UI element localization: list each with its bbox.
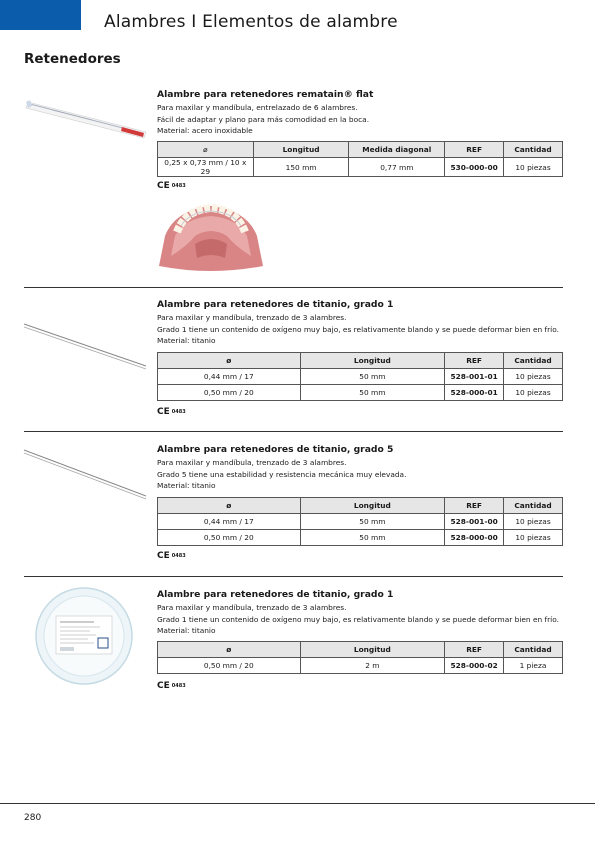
ref-cell: 528-001-00 <box>445 514 504 530</box>
ce-mark <box>157 681 186 691</box>
product-4-line-2: Grado 1 tiene un contenido de oxígeno muy bajo, es relativamente blando y se puede deformar bien en frío. <box>157 614 559 624</box>
col-header: Cantidad <box>504 498 563 514</box>
ce-icon: CE <box>157 551 170 561</box>
table-header-row <box>158 353 563 369</box>
product-4-info <box>157 589 563 637</box>
ce-mark <box>157 551 186 561</box>
table-row <box>158 658 563 674</box>
titanium-wire-grade-1-image <box>22 320 148 372</box>
product-2-name: Alambre para retenedores de titanio, grado 1 <box>157 299 394 310</box>
product-4-line-3: Material: titanio <box>157 626 216 635</box>
table-cell: 2 m <box>300 658 445 674</box>
ce-number: 0483 <box>171 683 186 689</box>
product-2-line-2: Grado 1 tiene un contenido de oxígeno muy bajo, es relativamente blando y se puede deformar bien en frío. <box>157 324 559 334</box>
table-cell: 10 piezas <box>504 514 563 530</box>
col-header: REF <box>445 142 504 158</box>
footer-divider <box>0 803 595 804</box>
col-header: Cantidad <box>504 642 563 658</box>
table-cell: 0,25 x 0,73 mm / 10 x 29 <box>158 158 254 177</box>
col-header: Longitud <box>253 142 349 158</box>
table-cell: 10 piezas <box>504 158 563 177</box>
product-1-table <box>157 141 563 177</box>
wire-spool-image <box>34 586 134 686</box>
rematain-flat-wire-image <box>22 92 148 144</box>
ce-mark <box>157 407 186 417</box>
product-2-table <box>157 352 563 401</box>
table-cell: 0,50 mm / 20 <box>158 658 301 674</box>
table-cell: 0,44 mm / 17 <box>158 369 301 385</box>
col-header: ø <box>158 642 301 658</box>
product-1-info <box>157 89 563 137</box>
table-header-row <box>158 142 563 158</box>
table-cell: 10 piezas <box>504 530 563 546</box>
product-1-name: Alambre para retenedores rematain® flat <box>157 89 374 100</box>
product-2-line-1: Para maxilar y mandíbula, trenzado de 3 alambres. <box>157 313 347 322</box>
ce-icon: CE <box>157 681 170 691</box>
ce-mark <box>157 181 186 191</box>
section-divider <box>24 431 563 432</box>
product-4-name: Alambre para retenedores de titanio, grado 1 <box>157 589 394 600</box>
product-3-line-2: Grado 5 tiene una estabilidad y resistencia mecánica muy elevada. <box>157 469 407 479</box>
section-title: Retenedores <box>24 51 121 67</box>
table-row <box>158 530 563 546</box>
table-row <box>158 369 563 385</box>
product-3-line-3: Material: titanio <box>157 481 216 490</box>
product-1-line-3: Material: acero inoxidable <box>157 126 253 135</box>
ref-cell: 528-000-00 <box>445 530 504 546</box>
col-header: ø <box>158 353 301 369</box>
product-3-line-1: Para maxilar y mandíbula, trenzado de 3 alambres. <box>157 458 347 467</box>
col-header: Cantidad <box>504 353 563 369</box>
product-2-line-3: Material: titanio <box>157 336 216 345</box>
ref-cell: 528-000-01 <box>445 385 504 401</box>
col-header: REF <box>445 353 504 369</box>
page-number: 280 <box>24 813 42 823</box>
ce-number: 0483 <box>171 553 186 559</box>
col-header: Longitud <box>300 498 445 514</box>
header-color-block <box>0 0 81 30</box>
ce-icon: CE <box>157 181 170 191</box>
table-cell: 0,77 mm <box>349 158 445 177</box>
table-header-row <box>158 498 563 514</box>
table-cell: 0,50 mm / 20 <box>158 530 301 546</box>
table-row <box>158 385 563 401</box>
page-title: Alambres I Elementos de alambre <box>104 12 398 32</box>
col-header: REF <box>445 498 504 514</box>
product-1-line-1: Para maxilar y mandíbula, entrelazado de 6 alambres. <box>157 103 358 112</box>
product-3-info <box>157 444 563 492</box>
table-row <box>158 158 563 177</box>
titanium-wire-grade-5-image <box>22 446 148 502</box>
table-cell: 50 mm <box>300 369 445 385</box>
product-2-info <box>157 299 563 347</box>
ce-number: 0483 <box>171 409 186 415</box>
ref-cell: 530-000-00 <box>445 158 504 177</box>
table-cell: 0,50 mm / 20 <box>158 385 301 401</box>
table-cell: 10 piezas <box>504 369 563 385</box>
section-divider <box>24 287 563 288</box>
col-header: Longitud <box>300 642 445 658</box>
table-cell: 50 mm <box>300 514 445 530</box>
ref-cell: 528-000-02 <box>445 658 504 674</box>
product-3-name: Alambre para retenedores de titanio, grado 5 <box>157 444 394 455</box>
dental-model-image <box>155 196 267 274</box>
product-3-table <box>157 497 563 546</box>
col-header: REF <box>445 642 504 658</box>
table-cell: 1 pieza <box>504 658 563 674</box>
product-4-line-1: Para maxilar y mandíbula, trenzado de 3 alambres. <box>157 603 347 612</box>
section-divider <box>24 576 563 577</box>
product-1-line-2: Fácil de adaptar y plano para más comodidad en la boca. <box>157 114 370 124</box>
table-cell: 0,44 mm / 17 <box>158 514 301 530</box>
table-cell: 50 mm <box>300 530 445 546</box>
col-header: Medida diagonal <box>349 142 445 158</box>
table-header-row <box>158 642 563 658</box>
col-header: ø <box>158 498 301 514</box>
table-cell: 50 mm <box>300 385 445 401</box>
col-header: Cantidad <box>504 142 563 158</box>
table-cell: 150 mm <box>253 158 349 177</box>
ref-cell: 528-001-01 <box>445 369 504 385</box>
table-row <box>158 514 563 530</box>
product-4-table <box>157 641 563 674</box>
table-cell: 10 piezas <box>504 385 563 401</box>
col-header: Longitud <box>300 353 445 369</box>
col-header: ⌀ <box>158 142 254 158</box>
ce-number: 0483 <box>171 183 186 189</box>
ce-icon: CE <box>157 407 170 417</box>
